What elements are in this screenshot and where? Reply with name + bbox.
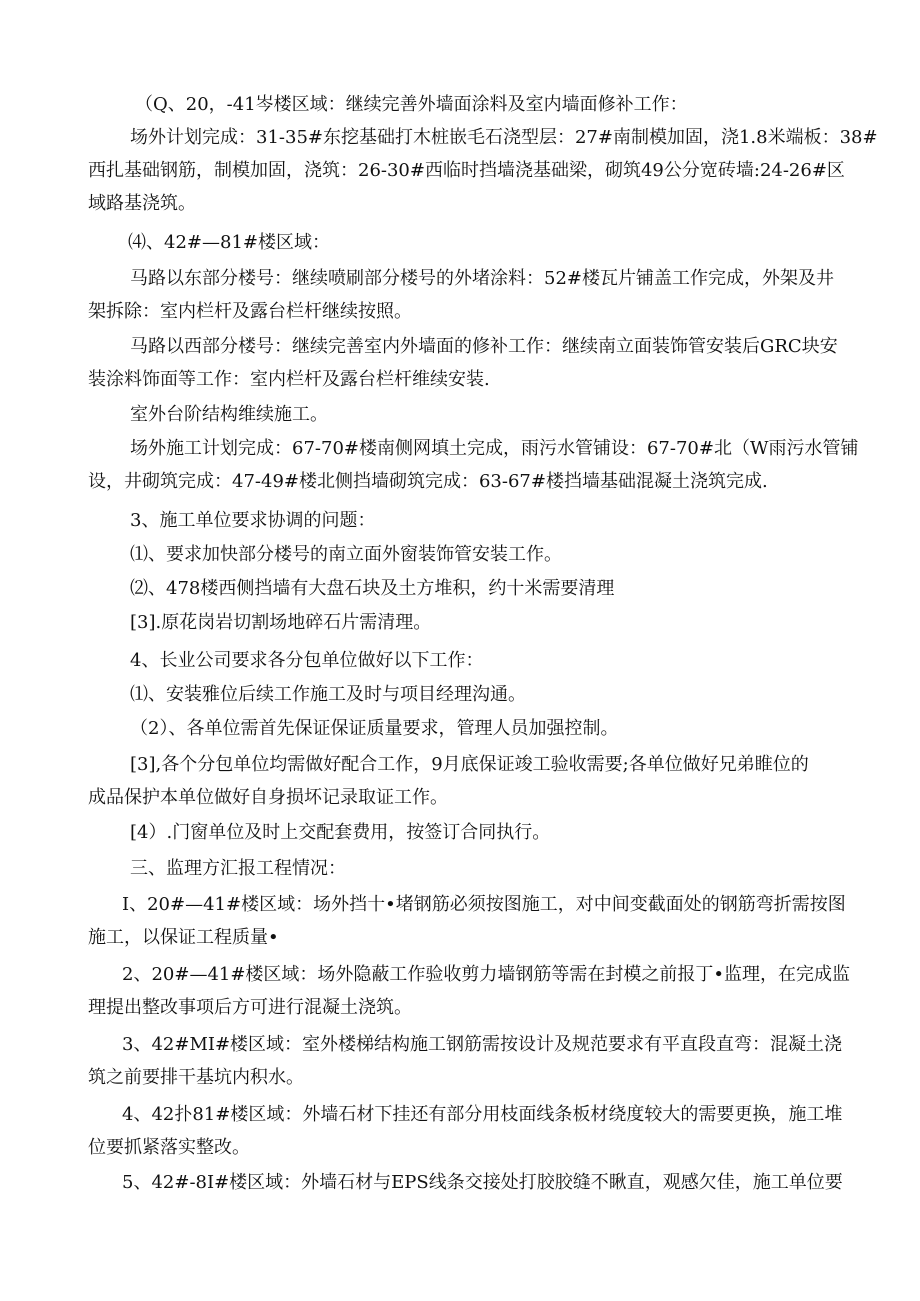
text-line: 成品保护本单位做好自身损坏记录取证工作。 xyxy=(88,787,448,808)
supervision-item-2 xyxy=(88,958,851,1024)
text-line: 三、监理方汇报工程情况： xyxy=(130,858,346,879)
paragraph-13 xyxy=(130,678,875,711)
text-line: ⑵、478楼西侧挡墙有大盘石块及土方堆积，约十米需要清理 xyxy=(130,578,615,599)
text-line: 马路以西部分楼号：继续完善室内外墙面的修补工作：继续南立面装饰管安装后GRC块安 xyxy=(130,336,838,357)
text-line: [3].原花岗岩切割场地碎石片需清理。 xyxy=(130,612,432,633)
paragraph-1 xyxy=(135,88,880,121)
text-line: 5、42#-8I#楼区域：外墙石材与EPS线条交接处打胶胶缝不瞅直，观感欠佳，施工单位要 xyxy=(122,1172,843,1193)
text-line: 4、长业公司要求各分包单位做好以下工作： xyxy=(130,650,484,671)
paragraph-14 xyxy=(130,712,875,745)
supervision-item-5 xyxy=(88,1166,843,1199)
paragraph-10 xyxy=(130,572,875,605)
paragraph-5 xyxy=(88,330,838,396)
text-line: 架拆除：室内栏杆及露台栏杆继续按照。 xyxy=(88,301,412,322)
supervision-item-3 xyxy=(88,1028,843,1094)
text-line: ⑴、要求加快部分楼号的南立面外窗装饰管安装工作。 xyxy=(130,544,562,565)
text-line: 马路以东部分楼号：继续喷刷部分楼号的外堵涂料：52#楼瓦片铺盖工作完成，外架及井 xyxy=(130,268,834,289)
text-line: 2、20#—41#楼区域：场外隐蔽工作验收剪力墙钢筋等需在封模之前报丁•监理，在完成监 xyxy=(122,964,851,985)
text-line: 室外台阶结构维续施工。 xyxy=(130,404,328,425)
text-line: 场外计划完成：31-35#东挖基础打木桩嵌毛石浇型层：27#南制模加固，浇1.8米端板：38# xyxy=(130,127,878,148)
supervision-item-1 xyxy=(88,888,846,954)
text-line: 设，井砌筑完成：47-49#楼北侧挡墙砌筑完成：63-67#楼挡墙基础混凝土浇筑完成. xyxy=(88,471,768,492)
text-line: ⑴、安装雅位后续工作施工及时与项目经理沟通。 xyxy=(130,684,526,705)
supervision-item-4 xyxy=(88,1098,843,1164)
text-line: 装涂料饰面等工作：室内栏杆及露台栏杆维续安装. xyxy=(88,369,490,390)
text-line: 域路基浇筑。 xyxy=(88,193,196,214)
paragraph-3 xyxy=(128,226,873,259)
text-line: 西扎基础钢筋，制模加固，浇筑：26-30#西临时挡墙浇基础梁，砌筑49公分宽砖墙:24-26#区 xyxy=(88,160,845,181)
paragraph-16 xyxy=(130,816,875,849)
text-line: 筑之前要排干基坑内积水。 xyxy=(88,1067,304,1088)
paragraph-11 xyxy=(130,606,875,639)
heading-3 xyxy=(130,504,875,537)
text-line: 3、施工单位要求协调的问题： xyxy=(130,510,376,531)
text-line: 3、42#MI#楼区域：室外楼梯结构施工钢筋需按设计及规范要求有平直段直弯：混凝土浇 xyxy=(122,1034,843,1055)
text-line: ⑷、42#—81#楼区域： xyxy=(128,232,330,253)
paragraph-15 xyxy=(88,748,833,814)
paragraph-9 xyxy=(130,538,875,571)
text-line: [4）.门窗单位及时上交配套费用，按签订合同执行。 xyxy=(130,822,551,843)
text-line: [3],各个分包单位均需做好配合工作，9月底保证竣工验收需要;各单位做好兄弟睢位的 xyxy=(130,754,809,775)
text-line: 场外施工计划完成：67-70#楼南侧网填土完成，雨污水管铺设：67-70#北（W雨污水管铺 xyxy=(130,438,859,459)
text-line: 理提出整改事项后方可进行混凝土浇筑。 xyxy=(88,997,412,1018)
text-line: 4、42扑81#楼区域：外墙石材下挂还有部分用枝面线条板材绕度较大的需要更换，施工堆 xyxy=(122,1104,843,1125)
text-line: 位要抓紧落实整改。 xyxy=(88,1137,250,1158)
text-line: （2）、各单位需首先保证保证质量要求，管理人员加强控制。 xyxy=(130,718,619,739)
paragraph-7 xyxy=(88,432,859,498)
text-line: 施工，以保证工程质量• xyxy=(88,927,279,948)
paragraph-4 xyxy=(88,262,833,328)
section-heading-3 xyxy=(130,852,875,885)
paragraph-6 xyxy=(130,398,875,431)
text-line: （Q、20，-41岑楼区域：继续完善外墙面涂料及室内墙面修补工作： xyxy=(135,94,688,115)
paragraph-2 xyxy=(88,121,878,220)
text-line: I、20#—41#楼区域：场外挡十•堵钢筋必须按图施工，对中间变截面处的钢筋弯折需按图 xyxy=(122,894,846,915)
heading-4 xyxy=(130,644,875,677)
